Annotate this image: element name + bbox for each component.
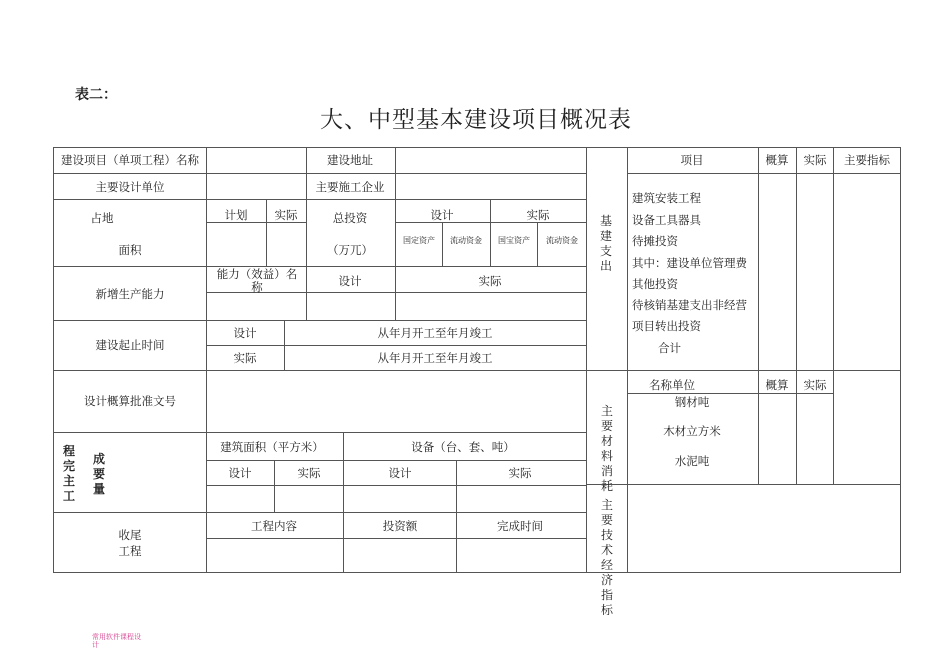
tail-label-1: 收尾 xyxy=(118,528,142,542)
materials-actual-header: 实际 xyxy=(803,378,827,392)
item-header: 项目 xyxy=(680,153,704,167)
tech-text: 主要技术经济指标 xyxy=(600,498,613,617)
approval-doc-label: 设计概算批准文号 xyxy=(84,394,176,408)
land-label-2: 面积 xyxy=(118,243,142,257)
area-actual-label: 实际 xyxy=(297,466,321,480)
footer-line-1: 常用软件课程设 xyxy=(92,633,141,641)
new-capacity-label: 新增生产能力 xyxy=(95,287,165,301)
fixed-assets-actual: 国宝资产 xyxy=(498,236,530,245)
invest-design-label: 设计 xyxy=(430,208,454,222)
current-funds-design: 流动资金 xyxy=(450,236,482,245)
work-content-label: 工程内容 xyxy=(251,519,297,533)
completed-vertical-2: 成要量 xyxy=(92,452,105,496)
period-design-text: 从年月开工至年月竣工 xyxy=(377,326,493,340)
item-row-4: 其中：建设单位管理费 xyxy=(632,256,747,270)
period-actual-text: 从年月开工至年月竣工 xyxy=(377,351,493,365)
capacity-actual-label: 实际 xyxy=(478,274,502,288)
item-total: 合计 xyxy=(658,341,681,355)
invest-actual-label: 实际 xyxy=(526,208,550,222)
item-row-6: 待核销基建支出非经营 xyxy=(632,298,747,312)
period-actual-label: 实际 xyxy=(233,351,257,365)
current-funds-actual: 流动资金 xyxy=(546,236,578,245)
actual-header: 实际 xyxy=(803,153,827,167)
item-row-3: 待摊投资 xyxy=(632,234,678,248)
capital-exp-text: 基建支出 xyxy=(599,214,612,273)
page-title: 大、中型基本建设项目概况表 xyxy=(320,107,632,133)
building-area-label: 建筑面积（平方米） xyxy=(220,440,324,454)
tail-label-2: 工程 xyxy=(118,544,142,558)
completed-vertical-1: 程完主工 xyxy=(62,444,75,503)
total-invest-label: 总投资 xyxy=(332,211,368,225)
period-label: 建设起止时间 xyxy=(95,338,165,352)
capacity-benefit-label: 能力（效益）名称 xyxy=(216,267,298,294)
item-row-5: 其他投资 xyxy=(632,277,678,291)
site-label: 建设地址 xyxy=(327,153,373,167)
land-label-1: 占地 xyxy=(90,211,114,225)
project-name-label: 建设项目（单项工程）名称 xyxy=(61,153,199,167)
wan-yuan-label: （万兀） xyxy=(327,243,373,257)
equip-design-label: 设计 xyxy=(388,466,412,480)
land-actual-label: 实际 xyxy=(274,208,298,222)
area-design-label: 设计 xyxy=(228,466,252,480)
material-row-1: 钢材吨 xyxy=(674,395,710,409)
material-row-2: 木材立方米 xyxy=(663,424,721,438)
item-row-2: 设备工具器具 xyxy=(632,213,701,227)
footer-line-2: 计 xyxy=(92,641,99,649)
materials-vertical xyxy=(599,404,615,494)
invest-amount-label: 投资额 xyxy=(382,519,418,533)
item-row-1: 建筑安装工程 xyxy=(632,191,701,205)
capacity-design-label: 设计 xyxy=(338,274,362,288)
table-label: 表二： xyxy=(75,87,117,103)
item-row-7: 项目转出投资 xyxy=(632,319,701,333)
fixed-assets-design: 国定资产 xyxy=(403,236,435,245)
equipment-label: 设备（台、套、吨） xyxy=(411,440,515,454)
materials-text: 主要材料消耗 xyxy=(600,404,613,493)
capital-exp-vertical xyxy=(599,214,613,274)
construction-unit-label: 主要施工企业 xyxy=(315,180,385,194)
materials-budget-header: 概算 xyxy=(765,378,789,392)
design-unit-label: 主要设计单位 xyxy=(95,180,165,194)
main-index-header: 主要指标 xyxy=(844,153,890,167)
budget-header: 概算 xyxy=(765,153,789,167)
name-unit-header: 名称单位 xyxy=(649,378,695,392)
period-design-label: 设计 xyxy=(233,326,257,340)
tech-vertical xyxy=(599,498,615,618)
equip-actual-label: 实际 xyxy=(508,466,532,480)
land-plan-label: 计划 xyxy=(224,208,248,222)
finish-time-label: 完成时间 xyxy=(497,519,543,533)
material-row-3: 水泥吨 xyxy=(674,454,710,468)
